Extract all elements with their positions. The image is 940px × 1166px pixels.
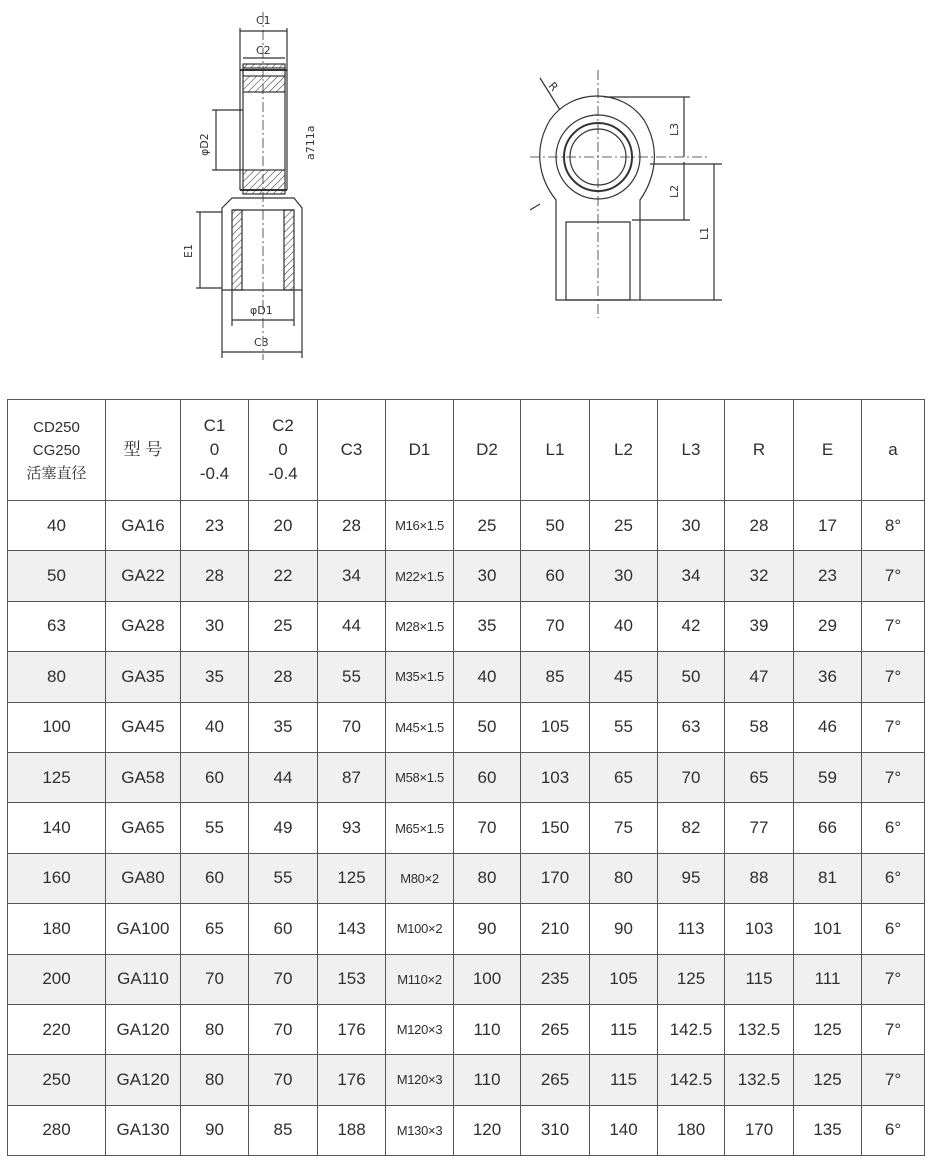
cell-l1: 70: [521, 601, 590, 651]
cell-l1: 103: [521, 752, 590, 802]
cell-model: GA80: [106, 853, 181, 903]
cell-d2: 110: [454, 1004, 521, 1054]
cell-r: 77: [725, 803, 794, 853]
cell-c2: 35: [249, 702, 318, 752]
cell-d2: 30: [454, 551, 521, 601]
cell-r: 32: [725, 551, 794, 601]
cell-bore: 180: [8, 904, 106, 954]
cell-l1: 85: [521, 652, 590, 702]
cell-e: 111: [794, 954, 862, 1004]
table-row: [8, 1105, 925, 1155]
cell-model: GA130: [106, 1105, 181, 1155]
cell-model: GA35: [106, 652, 181, 702]
technical-drawings: [0, 0, 940, 380]
cell-c2: 25: [249, 601, 318, 651]
label-c2: C2: [256, 44, 271, 57]
cell-c1: 80: [181, 1004, 249, 1054]
cell-l1: 50: [521, 501, 590, 551]
cell-e: 125: [794, 1055, 862, 1105]
cell-l2: 40: [590, 601, 658, 651]
cell-c3: 188: [318, 1105, 386, 1155]
header-d1: D1: [386, 400, 454, 501]
cell-l3: 142.5: [658, 1055, 725, 1105]
table-row: [8, 803, 925, 853]
cell-d2: 35: [454, 601, 521, 651]
header-l3: L3: [658, 400, 725, 501]
cell-l1: 60: [521, 551, 590, 601]
label-d2: φD2: [198, 133, 211, 156]
cell-l3: 125: [658, 954, 725, 1004]
cell-model: GA65: [106, 803, 181, 853]
cell-d2: 60: [454, 752, 521, 802]
cell-d1: M28×1.5: [386, 601, 454, 651]
cell-c1: 40: [181, 702, 249, 752]
cell-c3: 93: [318, 803, 386, 853]
cell-c1: 23: [181, 501, 249, 551]
header-model: 型 号: [106, 400, 181, 501]
cell-a: 6°: [862, 853, 925, 903]
cell-c1: 30: [181, 601, 249, 651]
table-row: [8, 752, 925, 802]
header-c1: C1 0 -0.4: [181, 400, 249, 501]
cell-d1: M16×1.5: [386, 501, 454, 551]
cell-c1: 65: [181, 904, 249, 954]
cell-d1: M100×2: [386, 904, 454, 954]
label-l1: L1: [698, 226, 711, 240]
cell-l1: 150: [521, 803, 590, 853]
cell-d1: M110×2: [386, 954, 454, 1004]
cell-d1: M65×1.5: [386, 803, 454, 853]
rod-end-section-view: [0, 0, 940, 380]
cell-l3: 113: [658, 904, 725, 954]
cell-c3: 34: [318, 551, 386, 601]
cell-c3: 153: [318, 954, 386, 1004]
cell-l2: 105: [590, 954, 658, 1004]
cell-bore: 40: [8, 501, 106, 551]
cell-e: 36: [794, 652, 862, 702]
header-e: E: [794, 400, 862, 501]
header-l2: L2: [590, 400, 658, 501]
cell-l2: 80: [590, 853, 658, 903]
cell-model: GA110: [106, 954, 181, 1004]
table-row: [8, 1055, 925, 1105]
cell-c2: 70: [249, 954, 318, 1004]
cell-d1: M80×2: [386, 853, 454, 903]
cell-r: 170: [725, 1105, 794, 1155]
cell-c2: 44: [249, 752, 318, 802]
cell-e: 29: [794, 601, 862, 651]
cell-l1: 310: [521, 1105, 590, 1155]
cell-l3: 50: [658, 652, 725, 702]
table-row: [8, 1004, 925, 1054]
cell-model: GA45: [106, 702, 181, 752]
cell-c1: 28: [181, 551, 249, 601]
cell-d1: M130×3: [386, 1105, 454, 1155]
cell-a: 6°: [862, 904, 925, 954]
cell-bore: 160: [8, 853, 106, 903]
header-l1: L1: [521, 400, 590, 501]
cell-e: 101: [794, 904, 862, 954]
cell-a: 6°: [862, 1105, 925, 1155]
cell-l2: 55: [590, 702, 658, 752]
cell-a: 7°: [862, 551, 925, 601]
cell-c3: 125: [318, 853, 386, 903]
cell-bore: 220: [8, 1004, 106, 1054]
cell-r: 58: [725, 702, 794, 752]
cell-l3: 95: [658, 853, 725, 903]
cell-model: GA120: [106, 1004, 181, 1054]
cell-d2: 50: [454, 702, 521, 752]
cell-e: 17: [794, 501, 862, 551]
cell-model: GA58: [106, 752, 181, 802]
cell-e: 66: [794, 803, 862, 853]
cell-c3: 28: [318, 501, 386, 551]
cell-e: 125: [794, 1004, 862, 1054]
cell-d1: M35×1.5: [386, 652, 454, 702]
cell-r: 39: [725, 601, 794, 651]
cell-l1: 265: [521, 1055, 590, 1105]
cell-l2: 65: [590, 752, 658, 802]
cell-e: 59: [794, 752, 862, 802]
cell-bore: 80: [8, 652, 106, 702]
cell-model: GA100: [106, 904, 181, 954]
cell-bore: 200: [8, 954, 106, 1004]
cell-model: GA28: [106, 601, 181, 651]
rod-end-front-view: [530, 70, 722, 318]
cell-r: 132.5: [725, 1055, 794, 1105]
cell-c3: 44: [318, 601, 386, 651]
cell-c1: 55: [181, 803, 249, 853]
table-row: [8, 853, 925, 903]
cell-c3: 176: [318, 1055, 386, 1105]
cell-bore: 100: [8, 702, 106, 752]
table-row: [8, 702, 925, 752]
table-row: [8, 954, 925, 1004]
header-c2: C2 0 -0.4: [249, 400, 318, 501]
cell-c1: 80: [181, 1055, 249, 1105]
cell-r: 47: [725, 652, 794, 702]
label-d1: φD1: [250, 304, 273, 317]
cell-r: 115: [725, 954, 794, 1004]
cell-c3: 143: [318, 904, 386, 954]
cell-d2: 70: [454, 803, 521, 853]
label-e1: E1: [182, 244, 195, 258]
cell-d1: M45×1.5: [386, 702, 454, 752]
cell-c2: 70: [249, 1055, 318, 1105]
cell-d1: M58×1.5: [386, 752, 454, 802]
cell-c3: 87: [318, 752, 386, 802]
cell-l2: 45: [590, 652, 658, 702]
cell-a: 6°: [862, 803, 925, 853]
cell-e: 46: [794, 702, 862, 752]
cell-l1: 105: [521, 702, 590, 752]
cell-l1: 265: [521, 1004, 590, 1054]
cell-l2: 115: [590, 1055, 658, 1105]
cell-c2: 55: [249, 853, 318, 903]
cell-d2: 40: [454, 652, 521, 702]
label-r: R: [545, 79, 561, 94]
table-row: [8, 501, 925, 551]
cell-a: 7°: [862, 954, 925, 1004]
cell-e: 23: [794, 551, 862, 601]
cell-d1: M22×1.5: [386, 551, 454, 601]
cell-d2: 120: [454, 1105, 521, 1155]
cell-d2: 25: [454, 501, 521, 551]
table-row: [8, 551, 925, 601]
header-c3: C3: [318, 400, 386, 501]
cell-r: 103: [725, 904, 794, 954]
cell-c3: 55: [318, 652, 386, 702]
cell-d2: 90: [454, 904, 521, 954]
cell-c2: 85: [249, 1105, 318, 1155]
header-d2: D2: [454, 400, 521, 501]
cell-l3: 63: [658, 702, 725, 752]
cell-l3: 34: [658, 551, 725, 601]
cell-l2: 140: [590, 1105, 658, 1155]
label-c3: C3: [254, 336, 269, 349]
cell-c1: 60: [181, 853, 249, 903]
label-fit: a711a: [304, 125, 317, 160]
cell-l3: 30: [658, 501, 725, 551]
cell-bore: 280: [8, 1105, 106, 1155]
cell-l1: 235: [521, 954, 590, 1004]
cell-c2: 22: [249, 551, 318, 601]
cell-a: 7°: [862, 1055, 925, 1105]
cell-model: GA16: [106, 501, 181, 551]
cell-c1: 90: [181, 1105, 249, 1155]
table-row: [8, 904, 925, 954]
cell-c2: 49: [249, 803, 318, 853]
cell-l3: 180: [658, 1105, 725, 1155]
specification-table: [7, 399, 925, 1156]
header-bore: CD250 CG250 活塞直径: [8, 400, 106, 501]
table-row: [8, 652, 925, 702]
cell-c2: 70: [249, 1004, 318, 1054]
cell-l2: 90: [590, 904, 658, 954]
cell-bore: 140: [8, 803, 106, 853]
cell-bore: 250: [8, 1055, 106, 1105]
cell-l2: 75: [590, 803, 658, 853]
cell-model: GA22: [106, 551, 181, 601]
cell-c1: 70: [181, 954, 249, 1004]
cell-c2: 60: [249, 904, 318, 954]
label-l3: L3: [668, 122, 681, 136]
cell-bore: 63: [8, 601, 106, 651]
table-row: [8, 601, 925, 651]
cell-bore: 125: [8, 752, 106, 802]
cell-a: 7°: [862, 702, 925, 752]
cell-l2: 30: [590, 551, 658, 601]
cell-d1: M120×3: [386, 1004, 454, 1054]
cell-model: GA120: [106, 1055, 181, 1105]
cell-d1: M120×3: [386, 1055, 454, 1105]
cell-l1: 170: [521, 853, 590, 903]
cell-bore: 50: [8, 551, 106, 601]
cell-d2: 110: [454, 1055, 521, 1105]
cell-r: 65: [725, 752, 794, 802]
cell-c1: 60: [181, 752, 249, 802]
cell-a: 7°: [862, 652, 925, 702]
cell-a: 7°: [862, 601, 925, 651]
cell-c2: 28: [249, 652, 318, 702]
cell-d2: 80: [454, 853, 521, 903]
header-r: R: [725, 400, 794, 501]
cell-a: 8°: [862, 501, 925, 551]
label-c1: C1: [256, 14, 271, 27]
cell-r: 132.5: [725, 1004, 794, 1054]
label-l2: L2: [668, 184, 681, 198]
cell-c3: 70: [318, 702, 386, 752]
cell-l3: 142.5: [658, 1004, 725, 1054]
table-header-row: [8, 400, 925, 501]
cell-l1: 210: [521, 904, 590, 954]
cell-l3: 42: [658, 601, 725, 651]
cell-l3: 82: [658, 803, 725, 853]
cell-r: 28: [725, 501, 794, 551]
cell-c2: 20: [249, 501, 318, 551]
cell-d2: 100: [454, 954, 521, 1004]
cell-r: 88: [725, 853, 794, 903]
cell-a: 7°: [862, 1004, 925, 1054]
cell-l2: 115: [590, 1004, 658, 1054]
cell-c3: 176: [318, 1004, 386, 1054]
cell-a: 7°: [862, 752, 925, 802]
cell-e: 135: [794, 1105, 862, 1155]
cell-l3: 70: [658, 752, 725, 802]
cell-e: 81: [794, 853, 862, 903]
header-a: a: [862, 400, 925, 501]
cell-c1: 35: [181, 652, 249, 702]
cell-l2: 25: [590, 501, 658, 551]
